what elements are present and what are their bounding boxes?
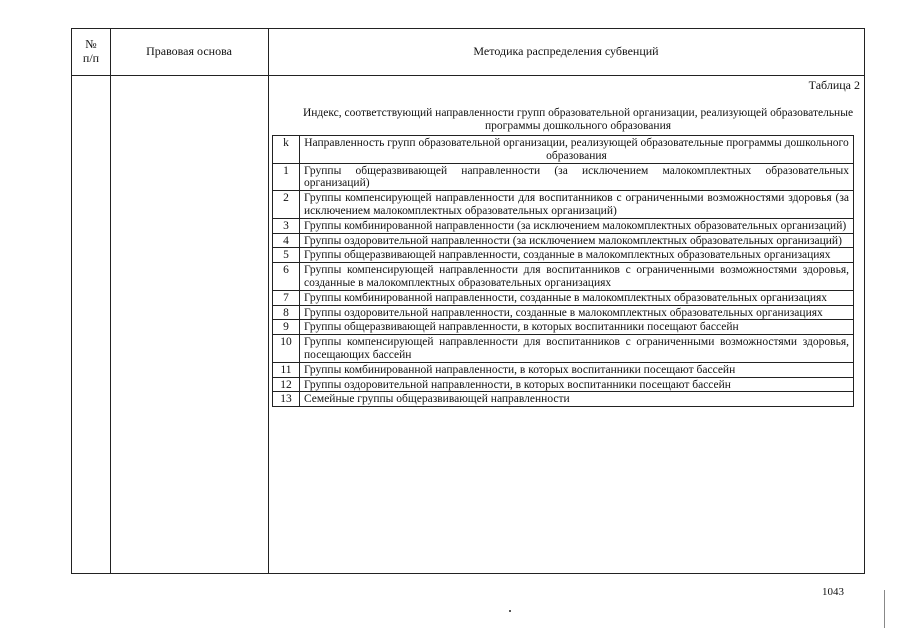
row-index: 11	[273, 362, 300, 377]
table-label: Таблица 2	[808, 78, 860, 92]
row-direction: Группы комбинированной направленности, созданные в малокомплектных образовательных организациях	[300, 290, 854, 305]
row-direction: Семейные группы общеразвивающей направленности	[300, 392, 854, 407]
table-row	[273, 290, 854, 305]
row-direction: Группы компенсирующей направленности для воспитанников с ограниченными возможностями здоровья (за исключением малокомплектных образовательных организаций)	[300, 191, 854, 219]
table-caption: Индекс, соответствующий направленности групп образовательной организации, реализующей образовательные программы дошкольного образования	[302, 107, 854, 132]
column-divider	[110, 29, 111, 573]
row-index: 10	[273, 335, 300, 363]
table-row	[273, 218, 854, 233]
column-divider	[268, 29, 269, 573]
table-row	[273, 305, 854, 320]
row-direction: Группы оздоровительной направленности, в которых воспитанники посещают бассейн	[300, 377, 854, 392]
table-row	[273, 191, 854, 219]
row-index: 12	[273, 377, 300, 392]
row-direction: Группы компенсирующей направленности для воспитанников с ограниченными возможностями здоровья, созданные в малокомплектных образовательных организациях	[300, 263, 854, 291]
row-index: 8	[273, 305, 300, 320]
row-direction: Группы оздоровительной направленности, созданные в малокомплектных образовательных организациях	[300, 305, 854, 320]
header-divider	[72, 75, 864, 76]
table-row	[273, 362, 854, 377]
header-direction: Направленность групп образовательной организации, реализующей образовательные программы дошкольного образования	[300, 136, 854, 164]
row-index: 9	[273, 320, 300, 335]
header-legal-basis: Правовая основа	[146, 44, 232, 58]
index-table	[272, 135, 854, 407]
table-row	[273, 335, 854, 363]
row-index: 3	[273, 218, 300, 233]
row-index: 13	[273, 392, 300, 407]
table-row	[273, 233, 854, 248]
row-index: 4	[273, 233, 300, 248]
row-direction: Группы общеразвивающей направленности, созданные в малокомплектных образовательных организациях	[300, 248, 854, 263]
row-direction: Группы комбинированной направленности (за исключением малокомплектных образовательных организаций)	[300, 218, 854, 233]
header-method: Методика распределения субвенций	[473, 44, 659, 58]
row-direction: Группы комбинированной направленности, в которых воспитанники посещают бассейн	[300, 362, 854, 377]
page-number: 1043	[822, 586, 844, 598]
row-direction: Группы компенсирующей направленности для воспитанников с ограниченными возможностями здоровья, посещающих бассейн	[300, 335, 854, 363]
row-direction: Группы общеразвивающей направленности (за исключением малокомплектных образовательных организаций)	[300, 163, 854, 191]
table-header-row	[273, 136, 854, 164]
scan-dot	[509, 610, 511, 612]
row-index: 5	[273, 248, 300, 263]
row-index: 2	[273, 191, 300, 219]
row-index: 7	[273, 290, 300, 305]
table-row	[273, 377, 854, 392]
table-row	[273, 248, 854, 263]
row-index: 1	[273, 163, 300, 191]
table-row	[273, 320, 854, 335]
row-direction: Группы общеразвивающей направленности, в которых воспитанники посещают бассейн	[300, 320, 854, 335]
scan-edge-mark	[884, 590, 885, 628]
row-index: 6	[273, 263, 300, 291]
table-row	[273, 263, 854, 291]
table-row	[273, 163, 854, 191]
row-direction: Группы оздоровительной направленности (за исключением малокомплектных образовательных организаций)	[300, 233, 854, 248]
header-k: k	[273, 136, 300, 164]
table-row	[273, 392, 854, 407]
header-number-column: № п/п	[82, 37, 100, 65]
